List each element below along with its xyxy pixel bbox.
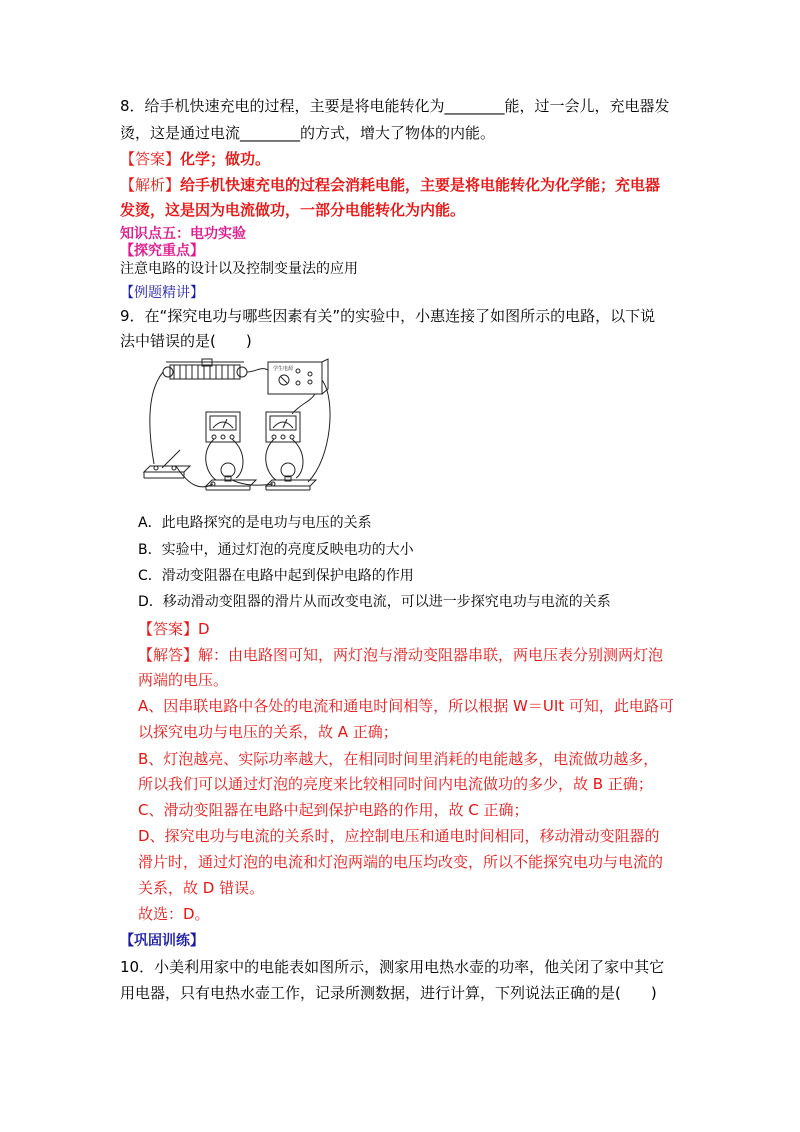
example-tag: 【例题精讲】 <box>120 285 204 301</box>
bulb-right <box>266 463 316 490</box>
power-supply <box>268 359 328 394</box>
q8-line-2: 烫，这是通过电流________的方式，增大了物体的内能。 <box>120 124 496 142</box>
option-c: C．滑动变阻器在电路中起到保护电路的作用 <box>138 568 414 584</box>
q8-answer <box>120 149 270 169</box>
option-b: B．实验中，通过灯泡的亮度反映电功的大小 <box>138 542 414 558</box>
answer-tag: 【答案】 <box>138 620 199 638</box>
circuit-figure <box>140 358 340 493</box>
q9-b-line-1: B、灯泡越亮、实际功率越大，在相同时间里消耗的电能越多，电流做功越多， <box>138 750 659 768</box>
solution-tag: 【解答】 <box>138 646 199 664</box>
focus-tag: 【探究重点】 <box>120 243 204 259</box>
analysis-tag: 【解析】 <box>120 176 181 194</box>
power-supply-label: 学生电源 <box>273 366 294 372</box>
q9-d-line-2: 滑片时，通过灯泡的电流和灯泡两端的电压均改变，所以不能探究电功与电流的 <box>138 853 664 871</box>
option-d: D．移动滑动变阻器的滑片从而改变电流，可以进一步探究电功与电流的关系 <box>138 594 611 610</box>
training-tag: 【巩固训练】 <box>120 933 204 949</box>
switch <box>144 450 190 478</box>
answer-tag: 【答案】 <box>120 150 181 168</box>
q9-solution-line-2: 两端的电压。 <box>138 671 229 689</box>
analysis-text: 给手机快速充电的过程会消耗电能，主要是将电能转化为化学能；充电器 <box>180 176 661 194</box>
rheostat <box>163 359 247 379</box>
q9-c-line-1: C、滑动变阻器在电路中起到保护电路的作用，故 C 正确； <box>138 801 529 819</box>
q9-answer <box>138 619 210 639</box>
q8-analysis-line-2: 发烫，这是因为电流做功，一部分电能转化为内能。 <box>120 201 466 219</box>
option-a: A．此电路探究的是电功与电压的关系 <box>138 515 372 531</box>
q9-d-line-1: D、探究电功与电流的关系时，应控制电压和通电时间相同，移动滑动变阻器的 <box>138 827 660 845</box>
answer-text: 化学；做功。 <box>180 150 271 168</box>
q9-line-2: 法中错误的是( ) <box>120 332 252 350</box>
q9-line-1: 9．在“探究电功与哪些因素有关”的实验中，小惠连接了如图所示的电路，以下说 <box>120 307 656 325</box>
q9-a-line-2: 以探究电功与电压的关系，故 A 正确； <box>138 723 398 741</box>
q9-solution-line-1 <box>138 645 663 665</box>
answer-text: D <box>198 620 210 638</box>
solution-text: 解：由电路图可知，两灯泡与滑动变阻器串联，两电压表分别测两灯泡 <box>198 646 664 664</box>
q9-b-line-2: 所以我们可以通过灯泡的亮度来比较相同时间内电流做功的多少，故 B 正确； <box>138 775 653 793</box>
focus-text: 注意电路的设计以及控制变量法的应用 <box>120 261 358 277</box>
bulb-left <box>206 463 256 490</box>
q9-choice: 故选：D。 <box>138 905 210 923</box>
q8-line-1: 8．给手机快速充电的过程，主要是将电能转化为________能，过一会儿，充电器发 <box>120 97 670 115</box>
voltmeter-left <box>206 412 240 442</box>
q10-line-1: 10．小美利用家中的电能表如图所示，测家用电热水壶的功率，他关闭了家中其它 <box>120 958 665 976</box>
q10-line-2: 用电器，只有电热水壶工作，记录所测数据，进行计算，下列说法正确的是( ) <box>120 984 657 1002</box>
q8-analysis-line-1 <box>120 175 660 195</box>
q9-a-line-1: A、因串联电路中各处的电流和通电时间相等，所以根据 W＝UIt 可知，此电路可 <box>138 697 674 715</box>
section-heading: 知识点五：电功实验 <box>120 226 246 242</box>
voltmeter-right <box>266 412 300 442</box>
q9-d-line-3: 关系，故 D 错误。 <box>138 879 265 897</box>
